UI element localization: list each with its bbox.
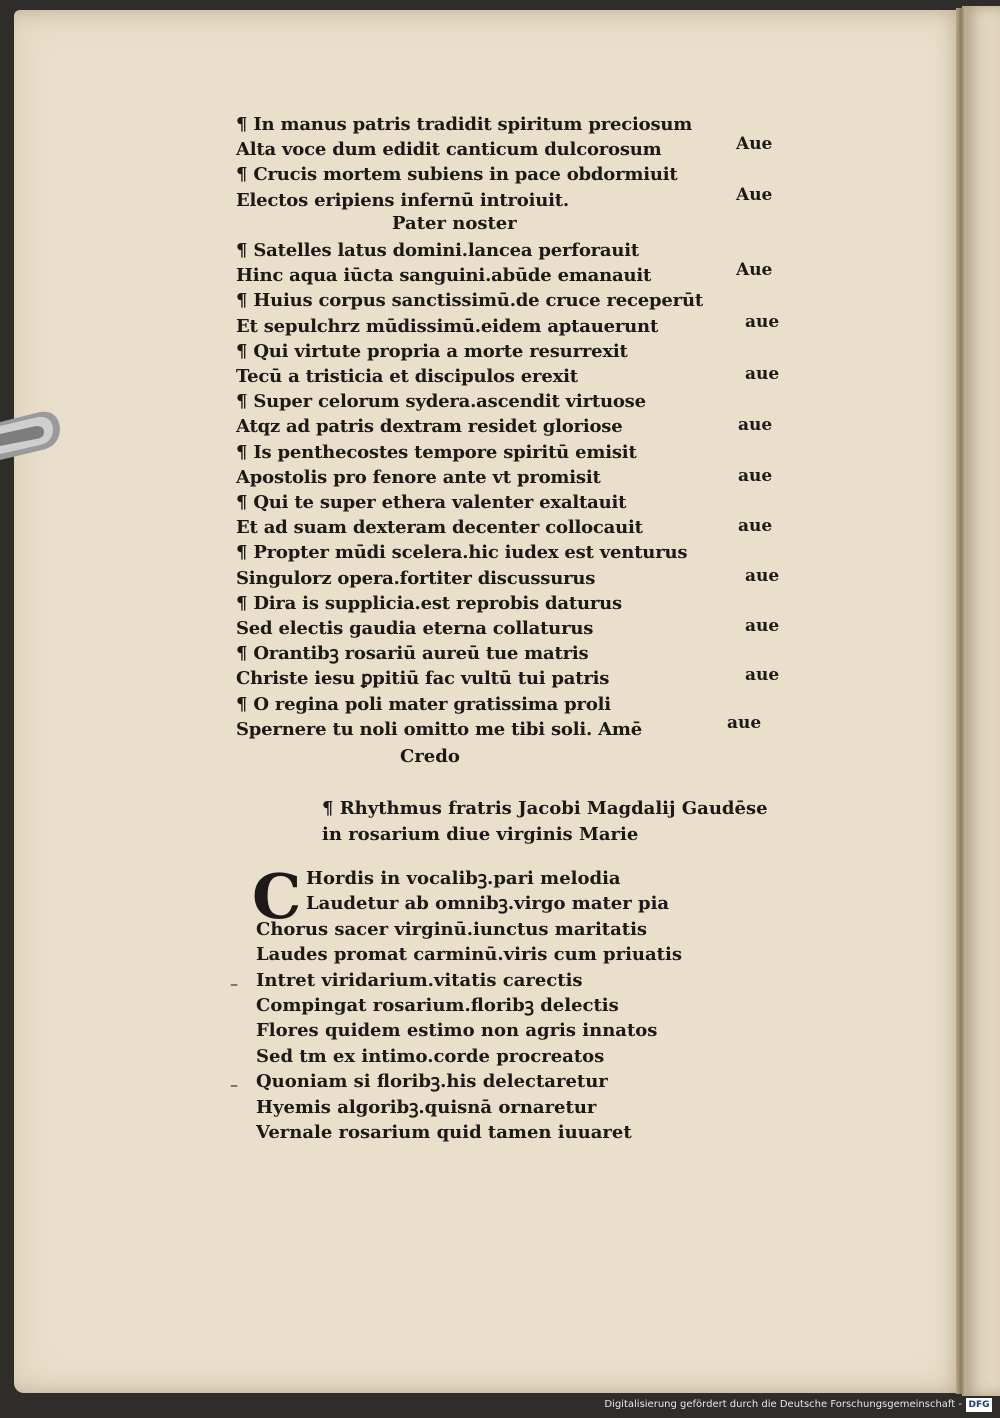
rhythmus-heading [322, 796, 768, 848]
ave-label: aue [738, 516, 773, 536]
stanza-line: ¶ Is penthecostes tempore spiritū emisit [236, 441, 637, 463]
poem-line: Sed tm ex intimo.corde procreatos [256, 1045, 605, 1067]
facing-page-edge [962, 6, 1000, 1396]
poem-line: Chorus sacer virginū.iunctus maritatis [256, 918, 648, 940]
rhythmus-poem [256, 866, 682, 1145]
decorated-initial: C [252, 860, 302, 933]
show-through-text [840, 100, 960, 1140]
stanza-line: Spernere tu noli omitto me tibi soli. Amē [236, 718, 642, 740]
margin-mark: – [230, 1075, 238, 1094]
stanza-line: ¶ Crucis mortem subiens in pace obdormiuit [236, 164, 678, 186]
ave-label: aue [745, 364, 780, 384]
stanza-line: ¶ Orantibꝫ rosariū aureū tue matris [236, 643, 589, 665]
stanza-line: Atqz ad patris dextram residet gloriose [236, 416, 623, 438]
poem-line: Vernale rosarium quid tamen iuuaret [256, 1121, 632, 1143]
ave-label: Aue [736, 260, 773, 280]
dfg-logo: DFG [966, 1398, 992, 1412]
stanza-line: Et ad suam dexteram decenter collocauit [236, 517, 643, 539]
poem-line: Laudes promat carminū.viris cum priuatis [256, 944, 682, 966]
poem-line: Hyemis algoribꝫ.quisnā ornaretur [256, 1096, 597, 1118]
ave-label: aue [738, 415, 773, 435]
stanza-line: Tecū a tristicia et discipulos erexit [236, 366, 578, 388]
ave-label: aue [745, 566, 780, 586]
stanza-line: Alta voce dum edidit canticum dulcorosum [236, 139, 662, 161]
stanza-line: Sed electis gaudia eterna collaturus [236, 618, 594, 640]
poem-line: Flores quidem estimo non agris innatos [256, 1020, 658, 1042]
stanza-line: Apostolis pro fenore ante vt promisit [236, 466, 601, 488]
poem-line: Quoniam si floribꝫ.his delectaretur [256, 1071, 608, 1093]
page-clip-icon [0, 404, 62, 462]
stanza-line: Et sepulchrz mūdissimū.eidem aptauerunt [236, 315, 659, 337]
stanza-line: Electos eripiens infernū introiuit. [236, 189, 569, 211]
poem-line: Compingat rosarium.floribꝫ delectis [256, 994, 619, 1016]
stanza-line: ¶ Qui virtute propria a morte resurrexit [236, 340, 628, 362]
ave-label: aue [738, 466, 773, 486]
heading-line: ¶ Rhythmus fratris Jacobi Magdalij Gaudēse [322, 798, 768, 819]
stanza-line: ¶ Dira is supplicia.est reprobis daturus [236, 592, 622, 614]
ave-label: aue [745, 665, 780, 685]
stanza-line: Singulorz opera.fortiter discussurus [236, 567, 596, 589]
ave-label: Aue [736, 185, 773, 205]
pater-noster-rubric: Pater noster [392, 213, 517, 234]
hymn-stanzas [236, 112, 703, 742]
ave-label: aue [745, 312, 780, 332]
ave-label: Aue [736, 134, 773, 154]
stanza-line: ¶ In manus patris tradidit spiritum preciosum [236, 114, 693, 135]
ave-label: aue [727, 713, 762, 733]
ave-label: aue [745, 616, 780, 636]
stanza-line: ¶ Satelles latus domini.lancea perforauit [236, 240, 640, 261]
poem-line: Hordis in vocalibꝫ.pari melodia [306, 868, 621, 889]
stanza-line: ¶ Huius corpus sanctissimū.de cruce receperūt [236, 290, 703, 312]
stanza-line: Christe iesu ꝑpitiū fac vultū tui patris [236, 668, 610, 690]
poem-line: Laudetur ab omnibꝫ.virgo mater pia [306, 893, 670, 915]
footer-credit: Digitalisierung gefördert durch die Deutsche Forschungsgemeinschaft - [604, 1399, 962, 1410]
heading-line: in rosarium diue virginis Marie [322, 824, 639, 845]
stanza-line: ¶ O regina poli mater gratissima proli [236, 693, 611, 715]
stanza-line: ¶ Qui te super ethera valenter exaltauit [236, 492, 627, 514]
stanza-line: Hinc aqua iūcta sanguini.abūde emanauit [236, 265, 652, 287]
poem-line: Intret viridarium.vitatis carectis [256, 969, 583, 991]
stanza-line: ¶ Propter mūdi scelera.hic iudex est venturus [236, 542, 688, 564]
stanza-line: ¶ Super celorum sydera.ascendit virtuose [236, 391, 646, 413]
margin-mark: – [230, 974, 238, 993]
credo-rubric: Credo [400, 746, 460, 767]
